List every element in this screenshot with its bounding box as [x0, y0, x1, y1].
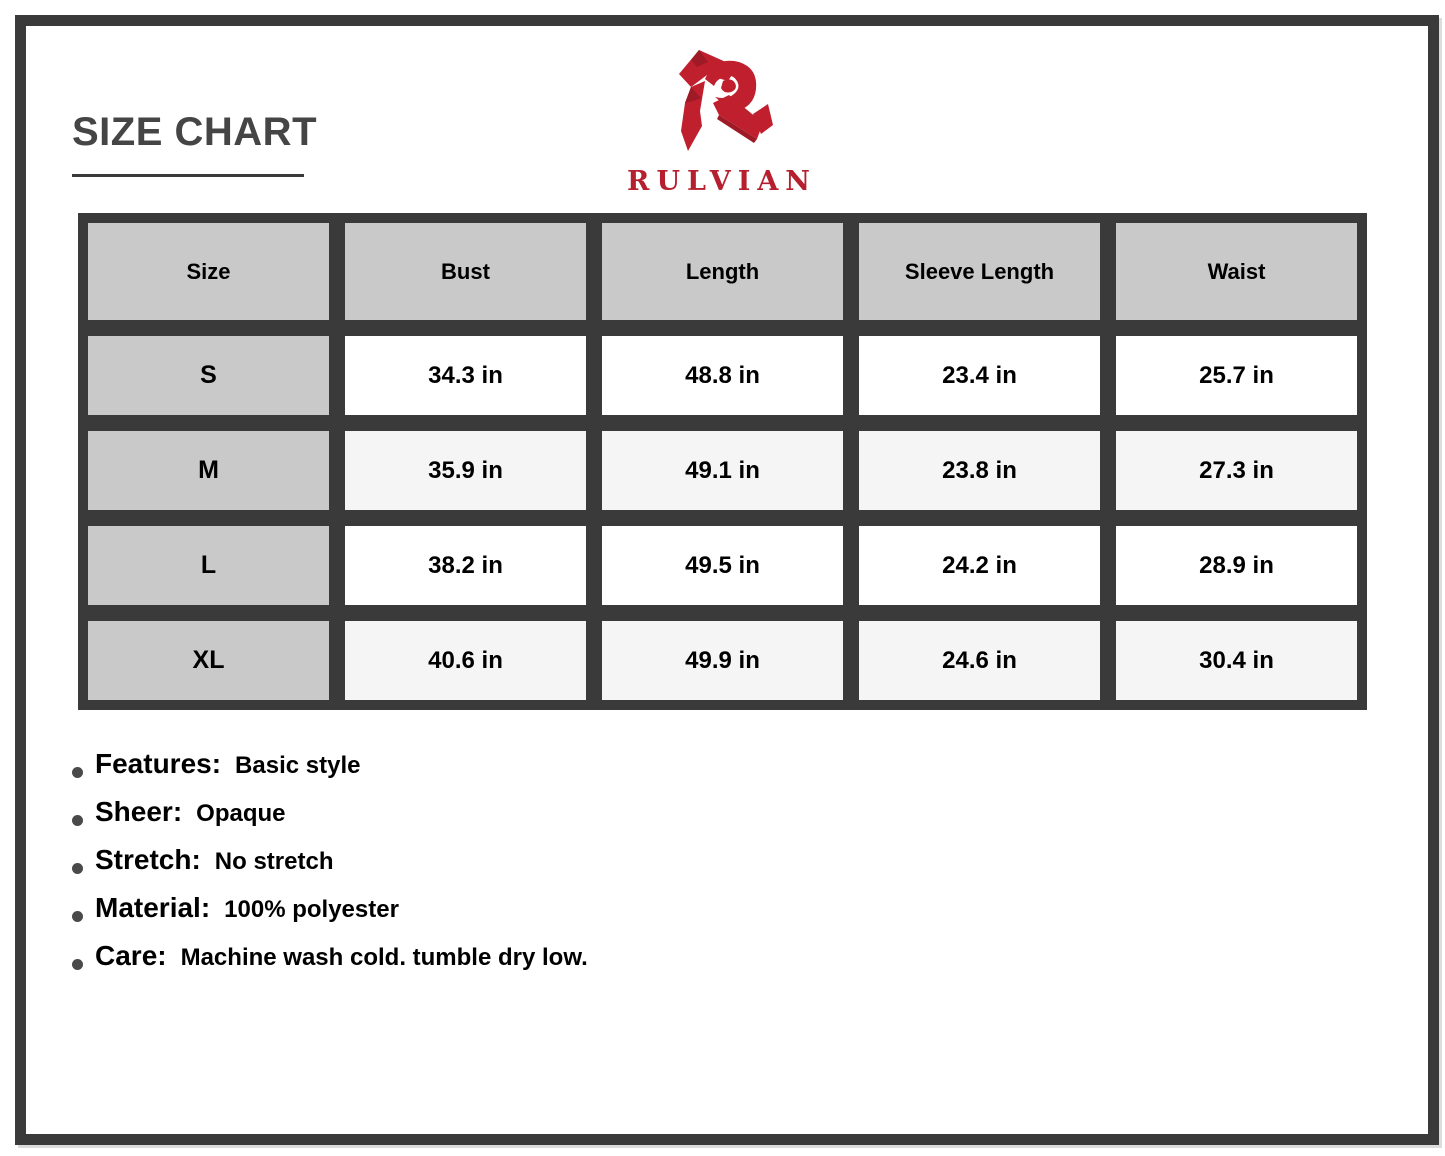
waist-cell-xl: 30.4 in: [1116, 621, 1357, 700]
bullet-icon: [72, 959, 83, 970]
detail-value: Basic style: [235, 752, 361, 779]
bullet-icon: [72, 863, 83, 874]
detail-label: Stretch:: [95, 844, 201, 875]
waist-cell-s: 25.7 in: [1116, 336, 1357, 415]
sleeve-cell-m: 23.8 in: [859, 431, 1100, 510]
length-cell-l: 49.5 in: [602, 526, 843, 605]
title-underline: [72, 174, 304, 177]
title-block: [72, 110, 317, 177]
detail-row-care: [72, 940, 588, 988]
table-header-size: Size: [88, 223, 329, 320]
detail-value: Machine wash cold. tumble dry low.: [180, 944, 588, 971]
bust-cell-s: 34.3 in: [345, 336, 586, 415]
bullet-icon: [72, 911, 83, 922]
detail-value: No stretch: [214, 848, 334, 875]
table-header-sleeve-length: Sleeve Length: [859, 223, 1100, 320]
page-title: SIZE CHART: [72, 110, 317, 154]
bust-cell-xl: 40.6 in: [345, 621, 586, 700]
table-header-waist: Waist: [1116, 223, 1357, 320]
product-details-list: [72, 748, 588, 988]
detail-label: Care:: [95, 940, 167, 971]
sleeve-cell-l: 24.2 in: [859, 526, 1100, 605]
detail-value: Opaque: [196, 800, 286, 827]
bullet-icon: [72, 815, 83, 826]
waist-cell-m: 27.3 in: [1116, 431, 1357, 510]
brand-name: RULVIAN: [627, 166, 817, 197]
sleeve-cell-s: 23.4 in: [859, 336, 1100, 415]
bullet-icon: [72, 767, 83, 778]
table-header-length: Length: [602, 223, 843, 320]
detail-label: Material:: [95, 892, 211, 923]
detail-row-features: [72, 748, 588, 796]
detail-label: Features:: [95, 748, 222, 779]
bust-cell-m: 35.9 in: [345, 431, 586, 510]
sleeve-cell-xl: 24.6 in: [859, 621, 1100, 700]
size-cell-xl: XL: [88, 621, 329, 700]
length-cell-m: 49.1 in: [602, 431, 843, 510]
waist-cell-l: 28.9 in: [1116, 526, 1357, 605]
brand-logo-r-icon: [666, 48, 778, 160]
length-cell-s: 48.8 in: [602, 336, 843, 415]
brand-block: [572, 48, 872, 197]
size-cell-l: L: [88, 526, 329, 605]
size-chart-table: [78, 213, 1367, 710]
detail-row-stretch: [72, 844, 588, 892]
bust-cell-l: 38.2 in: [345, 526, 586, 605]
length-cell-xl: 49.9 in: [602, 621, 843, 700]
size-cell-s: S: [88, 336, 329, 415]
table-header-bust: Bust: [345, 223, 586, 320]
detail-row-material: [72, 892, 588, 940]
detail-row-sheer: [72, 796, 588, 844]
detail-value: 100% polyester: [224, 896, 399, 923]
detail-label: Sheer:: [95, 796, 183, 827]
size-cell-m: M: [88, 431, 329, 510]
